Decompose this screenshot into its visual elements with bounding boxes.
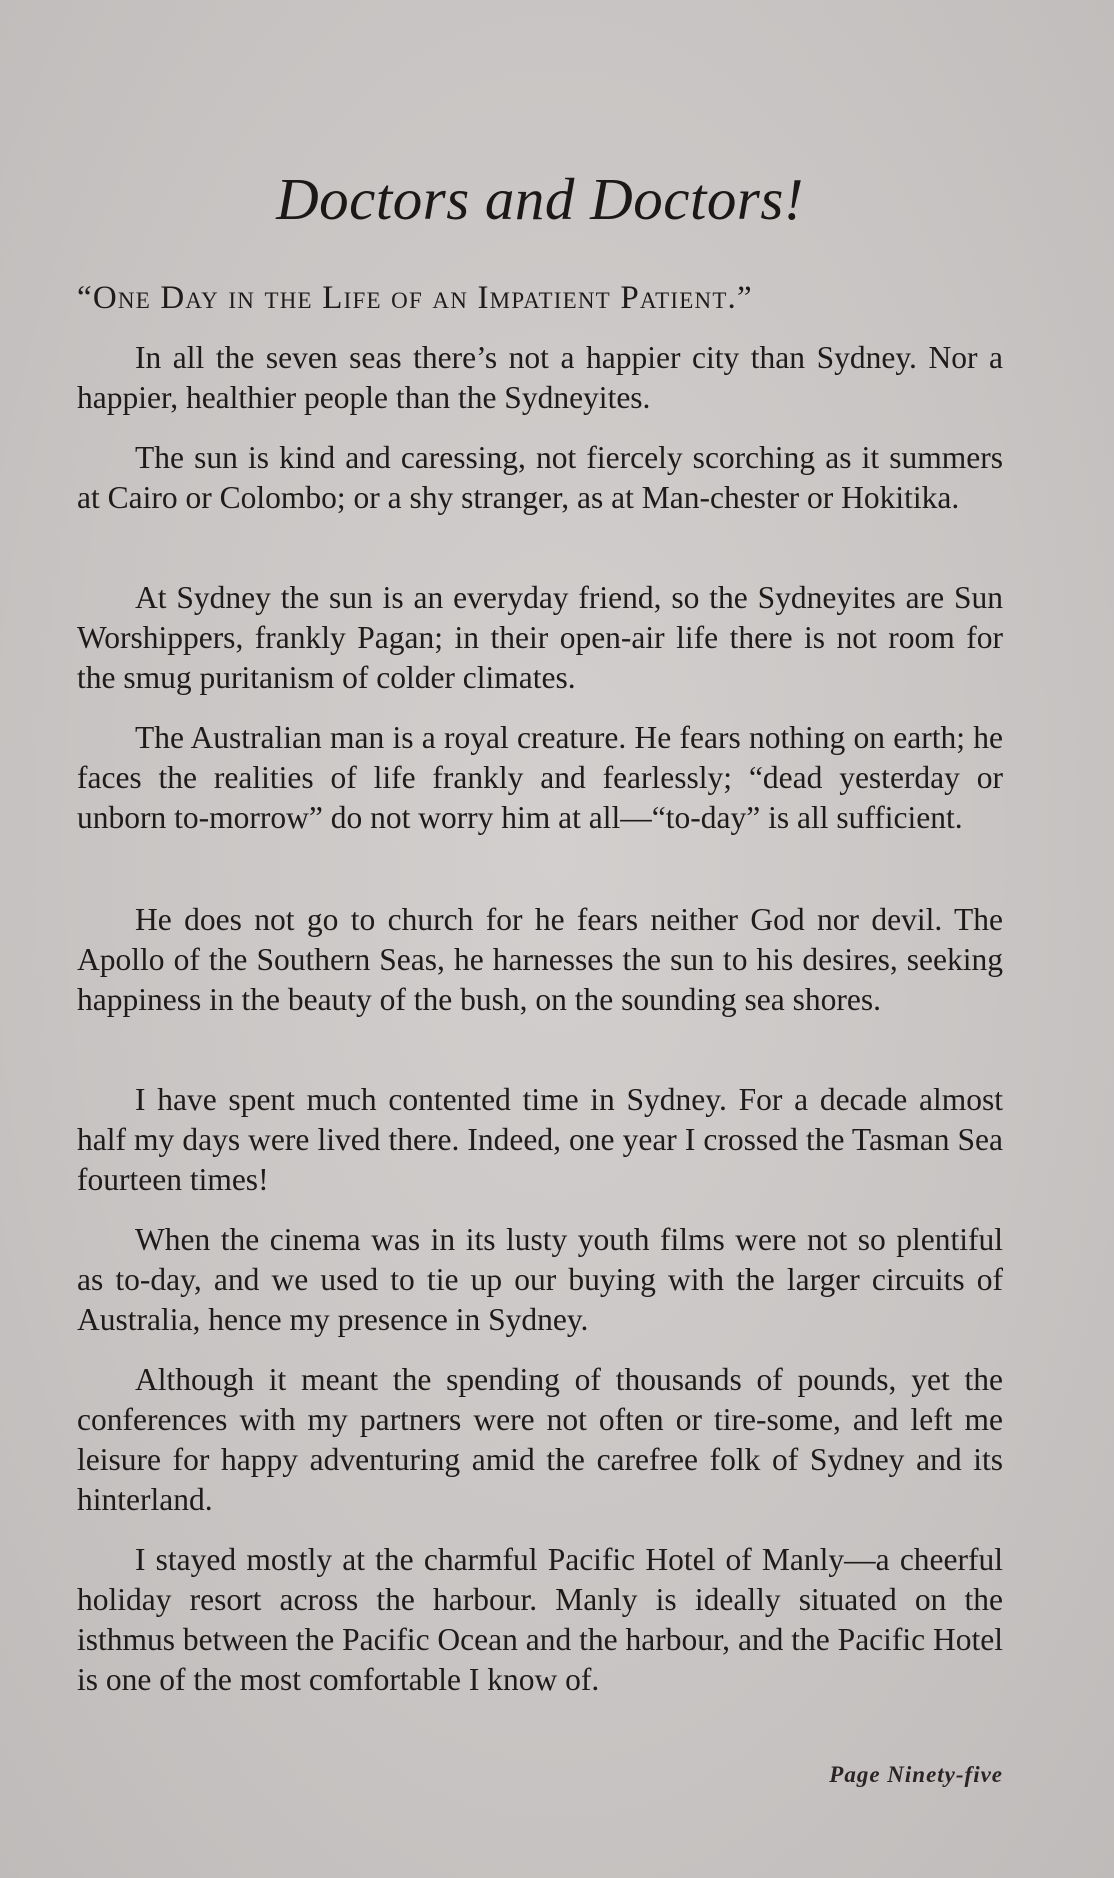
paragraph-9: I stayed mostly at the charmful Pacific Hotel of Manly—a cheerful holiday resort across the harbour. Manly is ideally situated on the isthmus between the Pacific Ocean and the harbour, and the Pacific Hotel is one of the most comfortable I know of.	[77, 1542, 1003, 1697]
paragraph-2: The sun is kind and caressing, not fiercely scorching as it summers at Cairo or Colombo; or a shy stranger, as at Man-chester or Hokitika.	[77, 440, 1003, 515]
paragraph-7: When the cinema was in its lusty youth films were not so plentiful as to-day, and we used to tie up our buying with the larger circuits of Australia, hence my presence in Sydney.	[77, 1222, 1003, 1337]
paragraph-5: He does not go to church for he fears neither God nor devil. The Apollo of the Southern Seas, he harnesses the sun to his desires, seeking happiness in the beauty of the bush, on the sounding sea shores.	[77, 902, 1003, 1017]
paragraph-8: Although it meant the spending of thousands of pounds, yet the conferences with my partners were not often or tire-some, and left me leisure for happy adventuring amid the carefree folk of Sydney and its hinterland.	[77, 1362, 1003, 1517]
paragraph-6: I have spent much contented time in Sydney. For a decade almost half my days were lived there. Indeed, one year I crossed the Tasman Sea fourteen times!	[77, 1082, 1003, 1197]
paragraph-3: At Sydney the sun is an everyday friend, so the Sydneyites are Sun Worshippers, frankly Pagan; in their open-air life there is not room for the smug puritanism of colder climates.	[77, 580, 1003, 695]
page-number: Page Ninety-five	[829, 1762, 1003, 1787]
chapter-subtitle: “One Day in the Life of an Impatient Patient.”	[77, 280, 753, 316]
paragraph-4: The Australian man is a royal creature. He fears nothing on earth; he faces the realities of life frankly and fearlessly; “dead yesterday or unborn to-morrow” do not worry him at all—“to-day” is all sufficient.	[77, 720, 1003, 835]
paragraph-1: In all the seven seas there’s not a happier city than Sydney. Nor a happier, healthier people than the Sydneyites.	[77, 340, 1003, 415]
page-title: Doctors and Doctors!	[276, 166, 804, 232]
